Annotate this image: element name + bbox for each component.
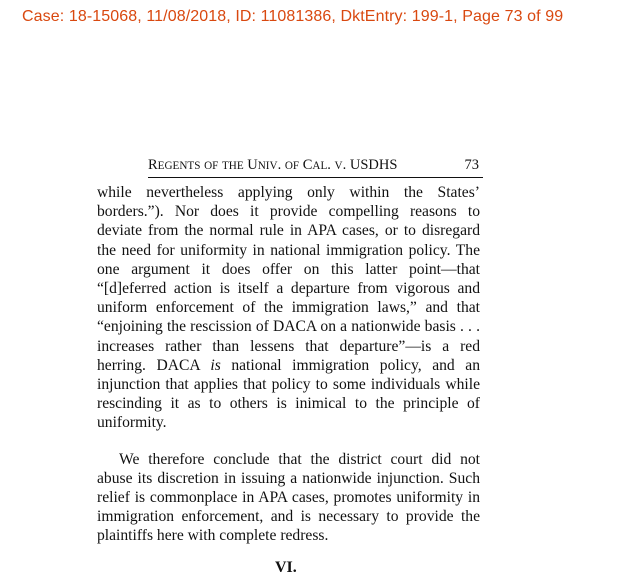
text-line: one argument it does offer on this latter point—that	[97, 260, 480, 278]
text-line: borders.”). Nor does it provide compelling reasons to	[97, 203, 480, 221]
running-title-glyphs: .	[277, 157, 285, 173]
text-line: injunction that applies that policy to some individuals while	[97, 376, 480, 394]
text-line: We therefore conclude that the district court did not	[119, 450, 480, 468]
opinion-body	[97, 183, 480, 546]
text-line: “[d]eferred action is itself a departure from vigorous and	[97, 280, 480, 298]
running-title-glyphs: OF	[284, 160, 300, 172]
page-number: 73	[464, 157, 479, 173]
text-line: uniformity.	[97, 414, 167, 432]
text-line: abuse its discretion in issuing a nationwide injunction. Such	[97, 469, 480, 487]
header-rule	[148, 177, 483, 178]
text-line: rescinding it as to others is inimical to the principle of	[97, 395, 480, 413]
text-run: national immigration policy, and an	[220, 356, 480, 374]
running-title-glyphs: OF	[204, 160, 219, 172]
text-line: plaintiffs here with complete redress.	[97, 527, 329, 545]
text-line: “enjoining the rescission of DACA on a nationwide basis . . .	[97, 318, 480, 336]
text-run: herring. DACA	[97, 356, 211, 374]
docket-stamp: Case: 18-15068, 11/08/2018, ID: 11081386, DktEntry: 199-1, Page 73 of 99	[22, 8, 564, 25]
text-line: increases rather than lessens that departure”—is a red	[97, 337, 480, 355]
text-line: deviate from the normal rule in APA cases, or to disregard	[97, 222, 480, 240]
text-line: relief is commonplace in APA cases, promotes uniformity in	[97, 489, 480, 507]
running-title-glyphs: NIV	[257, 160, 278, 172]
text-line: while nevertheless applying only within the States’	[97, 184, 480, 201]
running-title-glyphs: V	[334, 160, 343, 172]
paragraph-2	[97, 450, 480, 546]
paragraph-gap	[97, 433, 480, 450]
section-heading: VI.	[275, 559, 297, 576]
running-title-glyphs: AL	[312, 160, 328, 172]
text-line: uniform enforcement of the immigration laws,” and that	[97, 299, 480, 317]
running-title-glyphs: THE	[221, 160, 244, 172]
running-title-glyphs: R	[148, 157, 158, 173]
text-line: the need for uniformity in national immigration policy. The	[97, 241, 480, 259]
running-title	[148, 157, 397, 174]
running-title-glyphs: EGENTS	[157, 160, 201, 172]
paragraph-1	[97, 183, 480, 433]
text-line: immigration enforcement, and is necessary to provide the	[97, 508, 480, 526]
running-title-glyphs: U	[243, 157, 258, 173]
running-title-glyphs: C	[299, 157, 313, 173]
running-title-glyphs: .	[327, 157, 335, 173]
emphasis-is: is	[210, 356, 221, 374]
running-title-glyphs: . USDHS	[342, 157, 398, 173]
text-line	[97, 356, 480, 375]
